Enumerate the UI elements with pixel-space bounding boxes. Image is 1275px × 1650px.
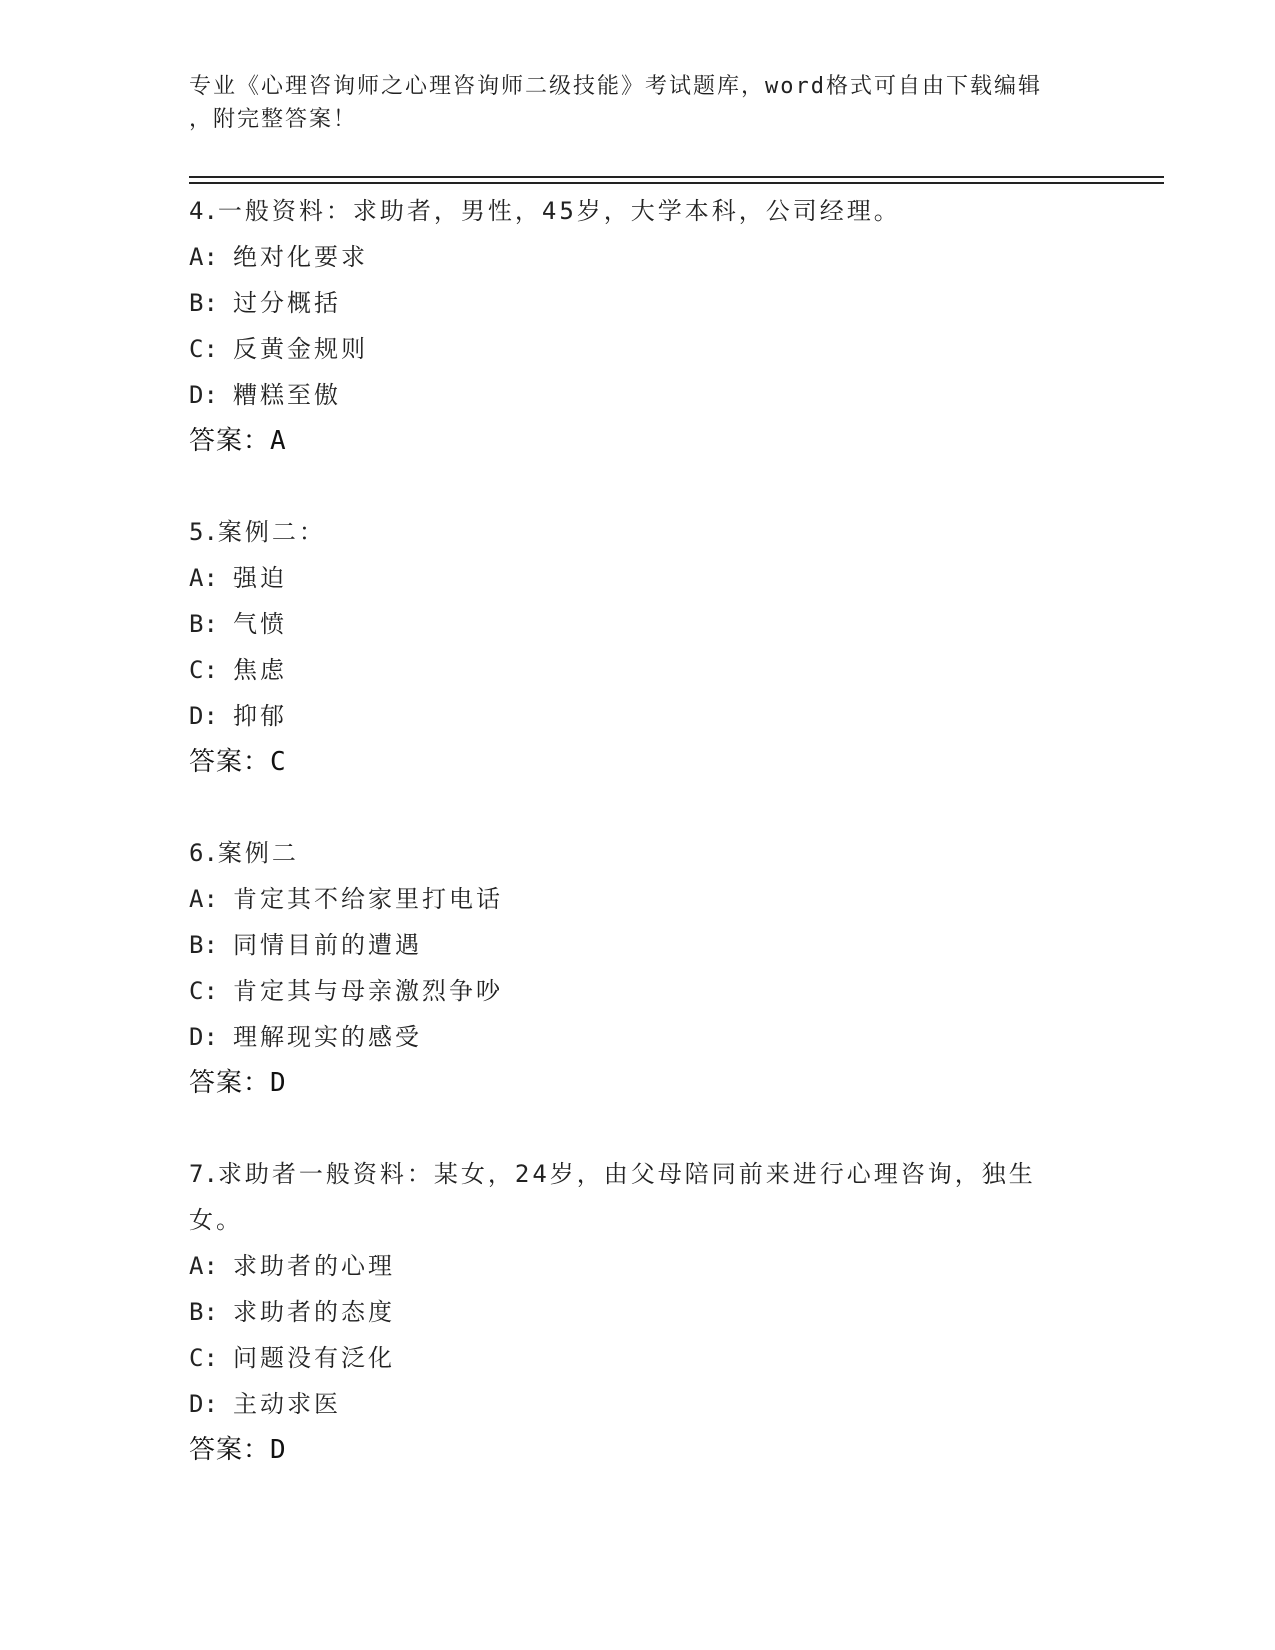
option-text: 求助者的态度 bbox=[233, 1298, 395, 1326]
question-text: 案例二 bbox=[217, 839, 299, 867]
option-a bbox=[189, 234, 1089, 280]
option-a bbox=[189, 555, 1089, 601]
option-text: 过分概括 bbox=[233, 289, 341, 317]
answer-value: D bbox=[270, 1435, 287, 1465]
option-d bbox=[189, 693, 1089, 739]
header-divider-bottom bbox=[189, 182, 1164, 184]
answer-value: C bbox=[270, 747, 287, 777]
option-key: B: bbox=[189, 1298, 218, 1326]
option-text: 肯定其不给家里打电话 bbox=[233, 885, 503, 913]
option-text: 肯定其与母亲激烈争吵 bbox=[233, 977, 503, 1005]
option-key: D: bbox=[189, 702, 218, 730]
option-b bbox=[189, 601, 1089, 647]
option-text: 气愤 bbox=[233, 610, 287, 638]
question-number: 5. bbox=[189, 518, 218, 546]
answer-label: 答案： bbox=[189, 747, 271, 777]
question-number: 4. bbox=[189, 197, 218, 225]
header-divider-top bbox=[189, 176, 1164, 178]
option-text: 理解现实的感受 bbox=[233, 1023, 422, 1051]
option-key: C: bbox=[189, 335, 218, 363]
question-stem bbox=[189, 188, 1089, 234]
header-line-1: 专业《心理咨询师之心理咨询师二级技能》考试题库，word格式可自由下载编辑 bbox=[189, 74, 1042, 99]
option-key: D: bbox=[189, 1390, 218, 1418]
question-item bbox=[189, 188, 1089, 464]
question-item bbox=[189, 830, 1089, 1106]
option-b bbox=[189, 922, 1089, 968]
option-text: 反黄金规则 bbox=[233, 335, 368, 363]
document-header bbox=[189, 70, 1089, 136]
option-key: A: bbox=[189, 564, 218, 592]
option-key: D: bbox=[189, 1023, 218, 1051]
answer-value: D bbox=[270, 1068, 287, 1098]
question-stem bbox=[189, 830, 1089, 876]
option-d bbox=[189, 372, 1089, 418]
answer-label: 答案： bbox=[189, 1435, 271, 1465]
option-text: 求助者的心理 bbox=[233, 1252, 395, 1280]
answer-value: A bbox=[270, 426, 287, 456]
option-key: B: bbox=[189, 289, 218, 317]
answer-line bbox=[189, 1427, 1089, 1473]
option-c bbox=[189, 326, 1089, 372]
option-key: A: bbox=[189, 1252, 218, 1280]
option-text: 同情目前的遭遇 bbox=[233, 931, 422, 959]
option-d bbox=[189, 1014, 1089, 1060]
answer-line bbox=[189, 739, 1089, 785]
option-text: 问题没有泛化 bbox=[233, 1344, 395, 1372]
question-stem bbox=[189, 1151, 1089, 1243]
option-key: B: bbox=[189, 931, 218, 959]
option-key: C: bbox=[189, 1344, 218, 1372]
option-text: 强迫 bbox=[233, 564, 287, 592]
option-d bbox=[189, 1381, 1089, 1427]
question-list bbox=[189, 188, 1089, 1518]
option-key: A: bbox=[189, 243, 218, 271]
option-text: 糟糕至傲 bbox=[233, 381, 341, 409]
header-line-2: ，附完整答案！ bbox=[189, 107, 358, 132]
option-key: B: bbox=[189, 610, 218, 638]
option-key: C: bbox=[189, 656, 218, 684]
option-text: 抑郁 bbox=[233, 702, 287, 730]
option-c bbox=[189, 647, 1089, 693]
option-key: A: bbox=[189, 885, 218, 913]
option-text: 主动求医 bbox=[233, 1390, 341, 1418]
option-key: D: bbox=[189, 381, 218, 409]
question-text: 案例二： bbox=[217, 518, 326, 546]
option-text: 焦虑 bbox=[233, 656, 287, 684]
answer-label: 答案： bbox=[189, 1068, 271, 1098]
answer-label: 答案： bbox=[189, 426, 271, 456]
option-b bbox=[189, 280, 1089, 326]
option-c bbox=[189, 1335, 1089, 1381]
question-stem bbox=[189, 509, 1089, 555]
question-number: 6. bbox=[189, 839, 218, 867]
option-a bbox=[189, 1243, 1089, 1289]
answer-line bbox=[189, 418, 1089, 464]
question-text: 一般资料：求助者，男性，45岁，大学本科，公司经理。 bbox=[217, 197, 901, 225]
option-a bbox=[189, 876, 1089, 922]
question-item bbox=[189, 509, 1089, 785]
option-text: 绝对化要求 bbox=[233, 243, 368, 271]
question-item bbox=[189, 1151, 1089, 1473]
answer-line bbox=[189, 1060, 1089, 1106]
option-b bbox=[189, 1289, 1089, 1335]
option-c bbox=[189, 968, 1089, 1014]
option-key: C: bbox=[189, 977, 218, 1005]
question-text: 求助者一般资料：某女，24岁，由父母陪同前来进行心理咨询，独生女。 bbox=[189, 1160, 1036, 1234]
question-number: 7. bbox=[189, 1160, 218, 1188]
